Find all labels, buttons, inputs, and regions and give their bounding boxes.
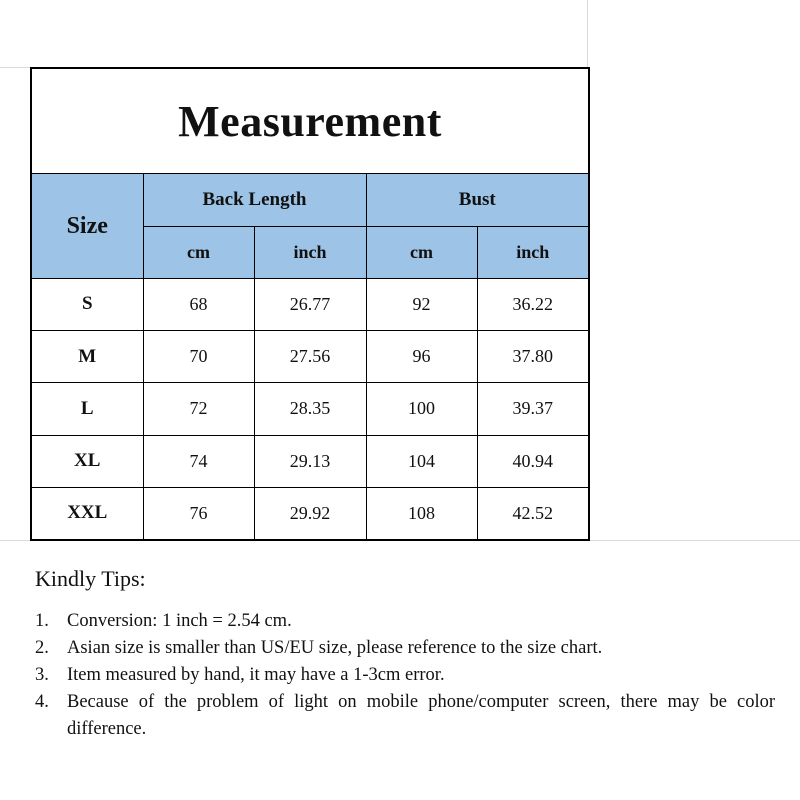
back-length-inch-header: inch (254, 226, 366, 278)
sheet-gridline (0, 67, 30, 68)
tip-text: Conversion: 1 inch = 2.54 cm. (67, 611, 292, 631)
kindly-tips-section (35, 566, 775, 743)
table-row (31, 278, 589, 330)
bust-cm-header: cm (366, 226, 477, 278)
back-length-inch-cell: 26.77 (254, 278, 366, 330)
bust-cm-cell: 104 (366, 435, 477, 487)
back-length-header: Back Length (143, 174, 366, 226)
back-length-cm-cell: 70 (143, 331, 254, 383)
tip-item (35, 689, 775, 743)
table-title: Measurement (31, 68, 589, 174)
size-cell: L (31, 383, 143, 435)
table-row (31, 383, 589, 435)
bust-inch-cell: 40.94 (477, 435, 589, 487)
back-length-cm-header: cm (143, 226, 254, 278)
tips-title: Kindly Tips: (35, 566, 146, 591)
tip-item (35, 635, 775, 662)
back-length-inch-cell: 27.56 (254, 331, 366, 383)
tip-item (35, 608, 775, 635)
bust-header: Bust (366, 174, 589, 226)
bust-inch-cell: 42.52 (477, 487, 589, 540)
back-length-inch-cell: 29.92 (254, 487, 366, 540)
bust-cm-cell: 108 (366, 487, 477, 540)
table-row (31, 331, 589, 383)
size-chart-table (30, 67, 590, 541)
tip-number: 3. (35, 665, 49, 685)
size-cell: XL (31, 435, 143, 487)
tip-text: Because of the problem of light on mobile phone/computer screen, there may be color difference. (67, 692, 775, 739)
back-length-cm-cell: 68 (143, 278, 254, 330)
bust-inch-cell: 37.80 (477, 331, 589, 383)
bust-inch-cell: 39.37 (477, 383, 589, 435)
tip-text: Item measured by hand, it may have a 1-3cm error. (67, 665, 445, 685)
table-row (31, 435, 589, 487)
tips-list (35, 608, 775, 743)
bust-cm-cell: 96 (366, 331, 477, 383)
back-length-cm-cell: 76 (143, 487, 254, 540)
size-column-header: Size (31, 174, 143, 278)
back-length-inch-cell: 29.13 (254, 435, 366, 487)
table-row (31, 487, 589, 540)
back-length-inch-cell: 28.35 (254, 383, 366, 435)
tip-item (35, 662, 775, 689)
tip-text: Asian size is smaller than US/EU size, please reference to the size chart. (67, 638, 603, 658)
size-cell: M (31, 331, 143, 383)
bust-cm-cell: 92 (366, 278, 477, 330)
tip-number: 1. (35, 611, 49, 631)
bust-cm-cell: 100 (366, 383, 477, 435)
tip-number: 4. (35, 692, 49, 712)
back-length-cm-cell: 72 (143, 383, 254, 435)
bust-inch-cell: 36.22 (477, 278, 589, 330)
size-cell: S (31, 278, 143, 330)
bust-inch-header: inch (477, 226, 589, 278)
size-cell: XXL (31, 487, 143, 540)
tip-number: 2. (35, 638, 49, 658)
back-length-cm-cell: 74 (143, 435, 254, 487)
sheet-gridline (587, 0, 588, 68)
